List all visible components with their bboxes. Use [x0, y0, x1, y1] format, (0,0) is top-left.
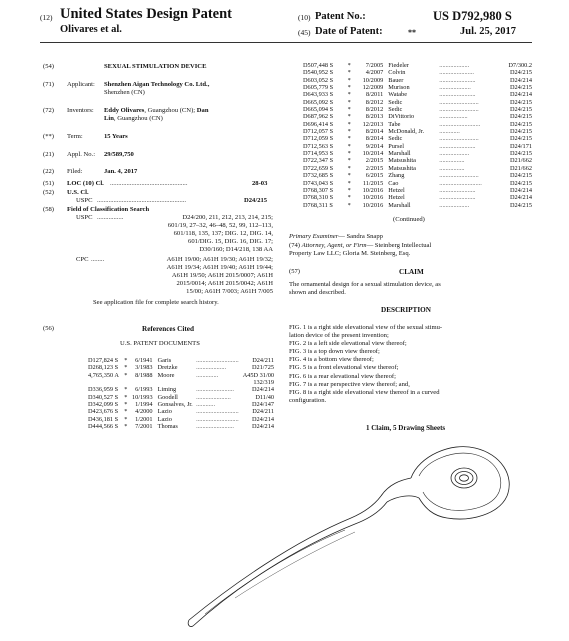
reference-row: [303, 150, 532, 157]
reference-dots: ...........................: [196, 357, 239, 364]
field-72-code: (72): [43, 107, 54, 114]
reference-number: D603,052 S: [303, 76, 334, 84]
references-table-right: [303, 62, 532, 209]
reference-dots: ......................: [439, 69, 474, 77]
loc-value: 28-03: [252, 180, 268, 187]
reference-dots: .........................: [439, 172, 479, 180]
reference-dots: ...................: [439, 150, 470, 158]
fig-line: FIG. 7 is a rear perspective view thereof; and,: [289, 380, 410, 388]
reference-name: Tabe: [388, 120, 401, 128]
fig-line: configuration.: [289, 396, 327, 404]
reference-star: *: [124, 415, 128, 423]
reference-row: [303, 91, 532, 98]
reference-star: *: [124, 364, 128, 372]
reference-date: 4/2007: [365, 69, 384, 77]
reference-number: D732,685 S: [303, 172, 334, 180]
reference-dots: ......................: [196, 393, 231, 401]
reference-name: DiVittorio: [388, 113, 415, 121]
refs-title: References Cited: [142, 325, 194, 333]
reference-class: D24/214: [251, 386, 274, 394]
reference-class: D21/725: [251, 364, 274, 372]
fig-line: FIG. 1 is a right side elevational view of the sexual stimu-: [289, 324, 443, 331]
cpc-lines: A61H 19/00; A61H 19/30; A61H 19/32; A61H 19/34; A61H 19/40; A61H 19/44; A61H 19/50; A61H 2015/0007; A61H 2015/0014; A61H 2015/0042; A61H 15/00; A61H 7/003; A61H 7/005: [166, 256, 273, 296]
reference-number: D336,959 S: [88, 386, 119, 394]
reference-name: Murison: [388, 84, 410, 92]
reference-number: D743,043 S: [303, 179, 334, 187]
see-application-note: See application file for complete search history.: [93, 299, 219, 306]
reference-row: [88, 379, 274, 386]
reference-number: [88, 379, 122, 386]
reference-star: *: [347, 106, 351, 114]
reference-star: *: [347, 179, 351, 187]
reference-row: [88, 394, 274, 401]
reference-dots: .......................: [439, 194, 476, 202]
reference-star: *: [347, 76, 351, 84]
fig-line: lation device of the present invention;: [289, 332, 389, 340]
reference-star: *: [124, 357, 128, 364]
reference-class: D24/215: [509, 172, 532, 180]
reference-name: Cao: [388, 179, 399, 187]
reference-number: D127,824 S: [88, 357, 119, 364]
patent-no-label: Patent No.:: [315, 11, 366, 22]
reference-row: [88, 372, 274, 379]
inventors-line-2: Lin, Guangzhou (CN): [104, 115, 163, 122]
claim-text-1: The ornamental design for a sexual stimulation device, as: [289, 281, 441, 288]
reference-class: D24/171: [509, 142, 532, 150]
reference-dots: ...................: [439, 62, 470, 69]
fig-line: FIG. 5 is a front elevational view thereof;: [289, 364, 399, 372]
handle-tip: [188, 620, 193, 627]
inventors-label: Inventors:: [67, 107, 94, 114]
loc-dots: ...............................................: [110, 180, 188, 187]
reference-dots: ...................: [439, 201, 470, 209]
reference-star: *: [347, 98, 351, 106]
reference-star: *: [124, 371, 128, 379]
reference-class: D24/215: [509, 128, 532, 136]
reference-date: 8/2012: [365, 106, 384, 114]
reference-class: D24/211: [252, 357, 274, 364]
applicant-line-1: Shenzhen Aigan Technology Co. Ltd.,: [104, 81, 210, 88]
reference-row: [303, 187, 532, 194]
references-table-left: [88, 357, 274, 430]
reference-name: Marshall: [388, 201, 411, 209]
term-value: 15 Years: [104, 133, 128, 140]
reference-name: Fiedeler: [388, 62, 409, 69]
reference-number: D268,123 S: [88, 364, 119, 372]
reference-dots: .......................: [439, 76, 476, 84]
reference-number: D768,310 S: [303, 194, 334, 202]
reference-number: D714,953 S: [303, 150, 334, 158]
reference-name: Lazio: [157, 408, 172, 416]
reference-name: Gonsalves, Jr.: [157, 401, 193, 409]
reference-row: [303, 172, 532, 179]
reference-date: 1/1994: [135, 401, 153, 409]
reference-star: *: [347, 69, 351, 77]
reference-class: D24/215: [509, 69, 532, 77]
field-58-code: (58): [43, 206, 54, 213]
reference-date: 8/2011: [366, 91, 384, 99]
reference-name: Bauer: [388, 76, 404, 84]
reference-dots: ........................: [196, 423, 234, 431]
reference-class: D21/662: [509, 157, 532, 165]
reference-class: D24/214: [251, 415, 274, 423]
reference-name: McDonald, Jr.: [388, 128, 425, 136]
reference-name: [156, 379, 197, 386]
fig-line: FIG. 3 is a top down view thereof;: [289, 348, 380, 356]
search-uspc-label: USPC: [76, 214, 93, 221]
reference-star: *: [347, 164, 351, 172]
date-label: Date of Patent:: [315, 26, 383, 37]
reference-row: [88, 408, 274, 415]
reference-class: D24/215: [509, 113, 532, 121]
reference-date: 8/1988: [135, 371, 153, 379]
reference-date: 10/2009: [362, 76, 384, 84]
handle-upper-edge: [193, 502, 387, 626]
field-52-code: (52): [43, 189, 54, 196]
reference-date: 9/2014: [365, 142, 384, 150]
reference-dots: ............: [196, 401, 216, 409]
field-71-code: (71): [43, 81, 54, 88]
reference-class: D24/215: [509, 135, 532, 143]
reference-name: Matsushita: [388, 157, 416, 165]
reference-class: D24/214: [509, 186, 532, 194]
claim-text-2: shown and described.: [289, 289, 346, 296]
reference-row: [88, 416, 274, 423]
reference-star: *: [347, 172, 351, 180]
reference-star: *: [347, 84, 351, 92]
reference-number: D712,059 S: [303, 135, 334, 143]
reference-number: 4,765,350 A: [88, 371, 119, 379]
reference-row: [303, 194, 532, 201]
reference-date: 10/2016: [362, 201, 384, 209]
reference-number: D768,311 S: [303, 201, 333, 209]
reference-name: Watabe: [388, 91, 407, 99]
continued-note: (Continued): [393, 216, 425, 223]
reference-class: D24/215: [509, 98, 532, 106]
reference-star: *: [347, 91, 351, 99]
reference-dots: ..........................: [439, 120, 481, 128]
patent-number: US D792,980 S: [433, 9, 512, 23]
loc-label: LOC (10) Cl.: [67, 180, 104, 187]
reference-class: 132/319: [253, 379, 274, 387]
reference-number: D687,962 S: [303, 113, 334, 121]
cpc-label: CPC: [76, 256, 89, 263]
reference-star: *: [124, 386, 128, 394]
field-54-code: (54): [43, 63, 54, 70]
reference-star: *: [347, 120, 351, 128]
reference-class: D24/215: [509, 150, 532, 158]
reference-number: D722,659 S: [303, 164, 334, 172]
reference-name: Lazio: [157, 415, 172, 423]
head-outline: [411, 447, 509, 519]
reference-star: *: [124, 393, 128, 401]
reference-dots: ...........................: [196, 408, 239, 416]
reference-number: D540,952 S: [303, 69, 334, 77]
reference-class: D24/211: [252, 408, 274, 416]
reference-date: 4/2000: [135, 408, 153, 416]
reference-dots: .......................: [439, 186, 476, 194]
reference-class: D11/40: [255, 393, 274, 401]
reference-name: Goodell: [157, 393, 178, 401]
fig-line: FIG. 2 is a left side elevational view thereof;: [289, 340, 407, 348]
reference-date: 12/2009: [362, 84, 384, 92]
reference-dots: [196, 379, 240, 386]
claims-summary: 1 Claim, 5 Drawing Sheets: [366, 424, 446, 432]
reference-class: D21/662: [509, 164, 532, 172]
reference-dots: ................: [439, 164, 465, 172]
reference-date: 2/2015: [365, 157, 384, 165]
reference-number: D768,307 S: [303, 186, 334, 194]
figure-descriptions: [289, 324, 442, 405]
document-title: United States Design Patent: [60, 6, 232, 22]
reference-dots: ...................: [196, 364, 227, 372]
reference-date: 12/2013: [362, 120, 384, 128]
reference-dots: .........................: [439, 98, 479, 106]
us-cl-label: U.S. Cl.: [67, 189, 89, 196]
reference-row: [88, 386, 274, 393]
search-uspc-dots: ................: [97, 214, 124, 221]
reference-date: 11/2015: [362, 179, 384, 187]
reference-name: Hetzel: [388, 186, 405, 194]
fig-line: FIG. 6 is a rear elevational view thereof;: [289, 372, 396, 380]
attorney-line-1: (74) Attorney, Agent, or Firm— Steinberg Intellectual: [289, 242, 432, 249]
reference-name: Thomas: [157, 423, 178, 431]
reference-class: D24/214: [509, 91, 532, 99]
header-rule: [40, 42, 532, 43]
reference-row: [303, 99, 532, 106]
reference-dots: .............: [439, 128, 460, 136]
reference-date: 3/1983: [135, 364, 153, 372]
reference-dots: ....................: [439, 84, 471, 92]
reference-star: *: [347, 113, 351, 121]
reference-name: Marshall: [388, 150, 411, 158]
reference-date: 10/1993: [131, 393, 153, 401]
reference-date: 8/2012: [365, 98, 384, 106]
reference-dots: .......................: [439, 142, 476, 150]
reference-number: D507,448 S: [303, 62, 334, 69]
reference-number: D342,099 S: [88, 401, 119, 409]
reference-dots: ...........................: [439, 179, 482, 187]
patent-date: Jul. 25, 2017: [460, 26, 517, 37]
reference-star: [122, 379, 130, 386]
design-title: SEXUAL STIMULATION DEVICE: [104, 63, 207, 70]
reference-name: Hetzel: [388, 194, 405, 202]
reference-number: D423,676 S: [88, 408, 119, 416]
reference-star: *: [347, 201, 351, 209]
reference-star: *: [124, 401, 128, 409]
reference-row: [303, 84, 532, 91]
device-drawing: [175, 438, 545, 638]
reference-number: D712,563 S: [303, 142, 334, 150]
reference-star: *: [347, 62, 351, 69]
reference-class: D24/214: [509, 194, 532, 202]
filed-value: Jan. 4, 2017: [104, 168, 138, 175]
reference-dots: ..............: [196, 371, 219, 379]
reference-date: 10/2016: [362, 194, 384, 202]
reference-row: [303, 106, 532, 113]
reference-class: D24/215: [509, 84, 532, 92]
fig-line: FIG. 4 is a bottom view thereof;: [289, 356, 374, 364]
reference-dots: ........................: [196, 386, 234, 394]
reference-row: [88, 423, 274, 430]
reference-date: 10/2014: [362, 150, 384, 158]
reference-row: [303, 121, 532, 128]
field-51-code: (51): [43, 180, 54, 187]
refs-subtitle: U.S. PATENT DOCUMENTS: [120, 340, 200, 347]
reference-class: D24/215: [509, 106, 532, 114]
reference-name: Garis: [157, 357, 172, 364]
reference-row: [303, 143, 532, 150]
uspc-dots: ......................................................: [97, 197, 187, 204]
reference-class: A45D 31/00: [242, 371, 274, 379]
uspc-value: D24/215: [244, 197, 268, 204]
reference-class: D24/147: [251, 401, 274, 409]
reference-name: Sedic: [388, 106, 403, 114]
reference-class: D24/215: [509, 120, 532, 128]
reference-dots: .......................: [439, 91, 476, 99]
reference-row: [303, 135, 532, 142]
reference-date: 10/2016: [362, 186, 384, 194]
primary-examiner: Primary Examiner— Sandra Snapp: [289, 233, 383, 240]
reference-dots: .........................: [439, 135, 479, 143]
reference-date: 7/2001: [135, 423, 153, 431]
reference-row: [88, 364, 274, 371]
search-uspc-lines: D24/200, 211, 212, 213, 214, 215; 601/19, 27–32, 46–48, 52, 99, 112–113, 601/118, 135, 137; DIG. 12, DIG. 14, 601/DIG. 15, DIG. 16, DIG. 17; D30/160; D14/218, 138 AA: [167, 214, 273, 254]
reference-number: D444,566 S: [88, 423, 119, 431]
reference-number: D712,057 S: [303, 128, 334, 136]
reference-dots: .........................: [439, 106, 479, 114]
date-stars: **: [408, 28, 416, 37]
reference-number: D696,414 S: [303, 120, 334, 128]
reference-date: 1/2001: [135, 415, 153, 423]
reference-dots: ...........................: [196, 415, 239, 423]
reference-name: Zhang: [388, 172, 405, 180]
reference-date: 6/2015: [365, 172, 384, 180]
term-code: (**): [43, 133, 54, 140]
reference-row: [303, 180, 532, 187]
reference-row: [303, 202, 532, 209]
search-field-label: Field of Classification Search: [67, 206, 150, 213]
patent-no-code: (10): [298, 13, 311, 22]
applicant-line-2: Shenzhen (CN): [104, 89, 145, 96]
reference-row: [303, 77, 532, 84]
reference-date: 6/1941: [135, 357, 153, 364]
handle-lower-edge: [189, 496, 381, 620]
reference-name: Pursel: [388, 142, 405, 150]
reference-date: 8/2014: [365, 135, 384, 143]
reference-date: [130, 379, 156, 386]
attorney-line-2: Property Law LLC; Gloria M. Steinberg, Esq.: [289, 250, 411, 257]
reference-star: *: [347, 157, 351, 165]
reference-date: 8/2014: [365, 128, 384, 136]
reference-number: D643,933 S: [303, 91, 334, 99]
reference-star: *: [347, 150, 351, 158]
reference-star: *: [124, 408, 128, 416]
reference-number: D340,527 S: [88, 393, 119, 401]
reference-class: D24/215: [509, 179, 532, 187]
reference-row: [88, 401, 274, 408]
reference-name: Matsushita: [388, 164, 416, 172]
reference-date: 2/2015: [365, 164, 384, 172]
reference-name: Colvin: [388, 69, 406, 77]
field-21-code: (21): [43, 151, 54, 158]
reference-name: Sedic: [388, 135, 403, 143]
appl-no-label: Appl. No.:: [67, 151, 96, 158]
reference-name: Dretzke: [157, 364, 178, 372]
cpc-dots: ........: [91, 256, 105, 263]
reference-date: 7/2005: [365, 62, 384, 69]
reference-number: D436,181 S: [88, 415, 119, 423]
reference-row: [303, 113, 532, 120]
reference-name: Moore: [157, 371, 175, 379]
reference-date: 6/1993: [135, 386, 153, 394]
applicant-label: Applicant:: [67, 81, 95, 88]
reference-number: D665,094 S: [303, 106, 334, 114]
appl-no-value: 29/589,750: [104, 151, 134, 158]
term-label: Term:: [67, 133, 83, 140]
reference-row: [303, 157, 532, 164]
reference-dots: ..................: [439, 113, 468, 121]
date-code: (45): [298, 28, 311, 37]
reference-name: Sedic: [388, 98, 403, 106]
reference-star: *: [347, 135, 351, 143]
reference-star: *: [347, 186, 351, 194]
reference-row: [303, 128, 532, 135]
claim-title: CLAIM: [399, 268, 424, 276]
field-22-code: (22): [43, 168, 54, 175]
reference-date: 8/2013: [365, 113, 384, 121]
reference-row: [303, 165, 532, 172]
reference-class: D24/214: [251, 423, 274, 431]
reference-number: D665,092 S: [303, 98, 334, 106]
fig-line: FIG. 8 is a right side elevational view thereof in a curved: [289, 388, 440, 396]
inventors-line-1: Eddy Olivares, Guangzhou (CN); Dan: [104, 107, 209, 114]
reference-row: [303, 62, 532, 69]
field-57-code: (57): [289, 268, 300, 275]
filed-label: Filed:: [67, 168, 83, 175]
reference-row: [303, 69, 532, 76]
kind-code: (12): [40, 13, 53, 22]
reference-star: *: [347, 142, 351, 150]
reference-row: [88, 357, 274, 364]
reference-name: Liming: [157, 386, 177, 394]
reference-star: *: [124, 423, 128, 431]
reference-star: *: [347, 194, 351, 202]
reference-number: D722,347 S: [303, 157, 334, 165]
inventor-short: Olivares et al.: [60, 24, 122, 35]
reference-class: D7/300.2: [508, 62, 532, 69]
uspc-label: USPC: [76, 197, 93, 204]
reference-class: D24/214: [509, 76, 532, 84]
reference-dots: ................: [439, 157, 465, 165]
reference-class: D24/215: [509, 201, 532, 209]
reference-star: *: [347, 128, 351, 136]
description-title: DESCRIPTION: [381, 306, 431, 314]
reference-number: D605,779 S: [303, 84, 334, 92]
field-56-code: (56): [43, 325, 54, 332]
